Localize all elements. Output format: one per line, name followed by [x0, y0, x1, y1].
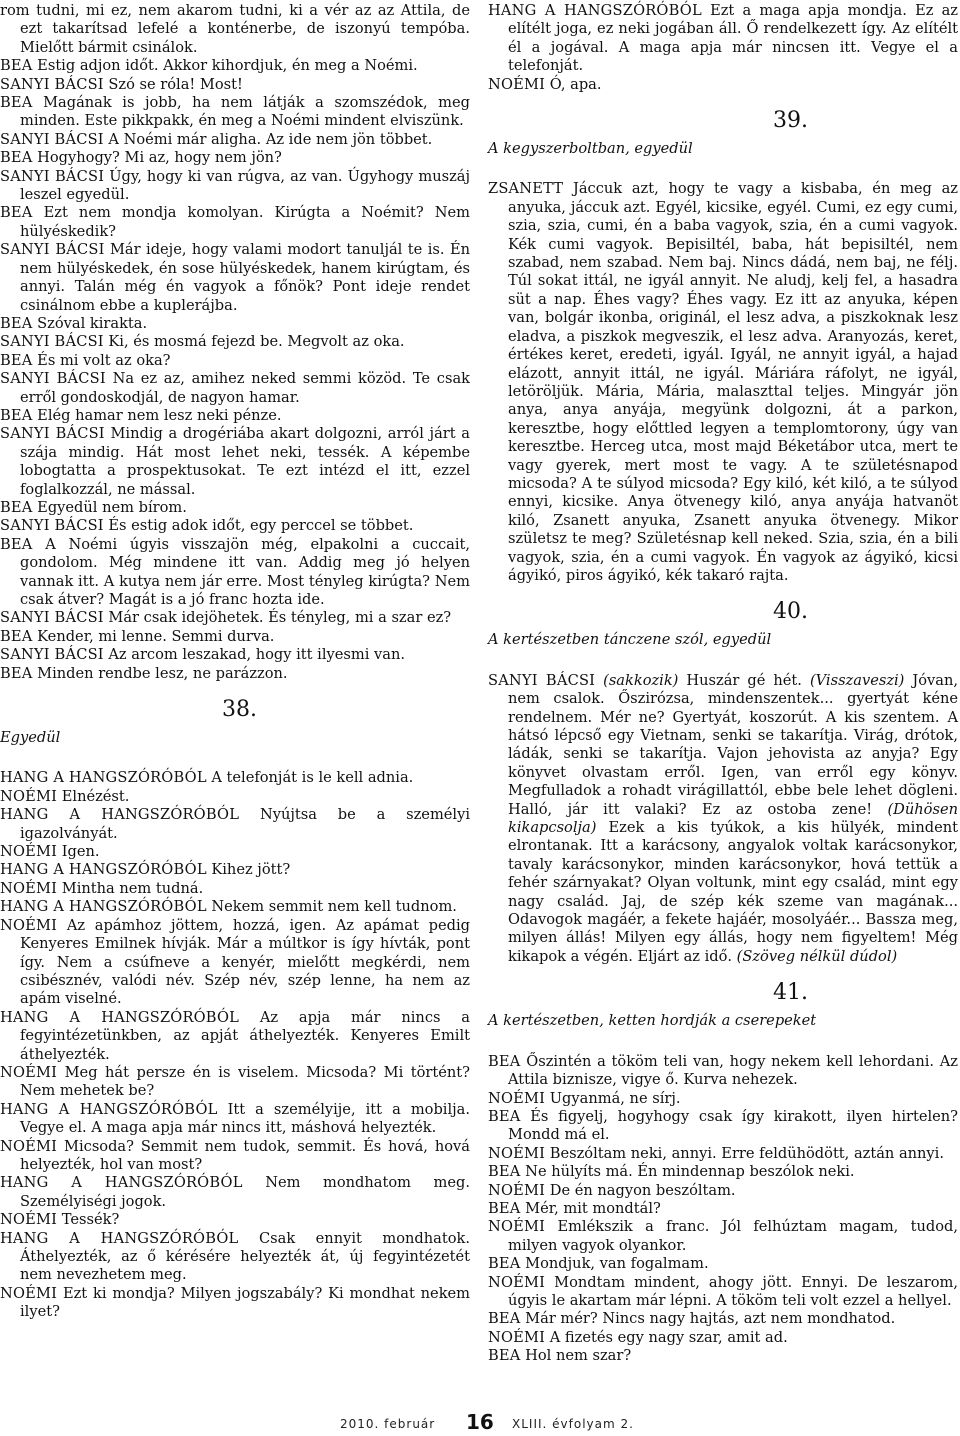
- line-text: Minden rendbe lesz, ne parázzon.: [37, 664, 288, 682]
- speaker-name: BEA: [488, 1199, 521, 1217]
- line-text: Jóvan, nem csalok. Őszirózsa, mindenszentek... gyertyát kéne rendelnem. Mér ne? Gyertyát, koszorút. A kis szentem. A hátsó lépcső egy Vietnam, senki se takarítja. Virág, drótok, ládák, senki se takarítja. Vajon jehovista az anyja? Egy könyvet olvastam erről. Igen, van erről egy könyv. Megfulladok a rohadt virágillattól, ebbe bele lehet dögleni. Halló, jár itt valaki? Ez az ostoba zene!: [508, 671, 959, 818]
- speaker-name: BEA: [488, 1107, 521, 1125]
- speaker-name: HANG A HANGSZÓRÓBÓL: [0, 898, 207, 916]
- dialogue-line: [488, 180, 958, 585]
- speaker-name: BEA: [0, 406, 33, 424]
- speaker-name: HANG A HANGSZÓRÓBÓL: [488, 2, 702, 19]
- speaker-name: BEA: [488, 1255, 521, 1273]
- line-text: Az apámhoz jöttem, hozzá, igen. Az apámat pedig Kenyeres Emilnek hívják. Már a múltkor is így hívták, pont így. Nem a csúfneve a kenyér, mielőtt megkérdi, nem csibésznév, valódi név. Szép név, szép lenne, ha nem az apám viselné.: [20, 916, 471, 1008]
- dialogue-line: [0, 1101, 470, 1138]
- speaker-name: BEA: [488, 1163, 521, 1181]
- dialogue-line: [488, 2, 958, 76]
- dialogue-line: [0, 1009, 470, 1064]
- right-column: [488, 2, 958, 1366]
- speaker-name: NOÉMI: [488, 1218, 546, 1236]
- line-text: Mintha nem tudná.: [61, 879, 204, 897]
- line-text: Ne hülyíts má. Én mindennap beszólok neki.: [525, 1163, 855, 1181]
- speaker-name: SANYI BÁCSI: [0, 241, 105, 259]
- footer-issue: XLIII. évfolyam 2.: [512, 1417, 634, 1431]
- line-text: Mér, mit mondtál?: [525, 1199, 661, 1217]
- speaker-name: BEA: [488, 1310, 521, 1328]
- dialogue-line: [0, 1174, 470, 1211]
- page-footer: [0, 1410, 960, 1434]
- scene-number: 40.: [773, 599, 808, 625]
- line-text: A telefonját is le kell adnia.: [211, 769, 414, 787]
- dialogue-line: [0, 352, 470, 370]
- dialogue-line: [0, 806, 470, 843]
- dialogue-line: [0, 880, 470, 898]
- dialogue-line: [0, 370, 470, 407]
- dialogue-line: [0, 315, 470, 333]
- dialogue-line: [0, 1064, 470, 1101]
- speaker-name: NOÉMI: [488, 1089, 546, 1107]
- dialogue-line: [488, 1182, 958, 1200]
- dialogue-line: [0, 204, 470, 241]
- speaker-name: BEA: [0, 351, 33, 369]
- speaker-name: HANG A HANGSZÓRÓBÓL: [0, 1174, 243, 1192]
- page-number: 16: [466, 1410, 494, 1434]
- dialogue-line: [0, 131, 470, 149]
- line-text: Már csak idejöhetek. És tényleg, mi a szar ez?: [108, 609, 452, 627]
- speaker-name: BEA: [0, 57, 33, 75]
- line-text: Beszóltam neki, annyi. Erre feldühödött, aztán annyi.: [549, 1144, 944, 1162]
- left-column: [0, 2, 470, 1322]
- line-text: Őszintén a tököm teli van, hogy nekem kell lehordani. Az Attila biznisze, vigye ő. Kurva nehezek.: [508, 1052, 958, 1089]
- dialogue-line: [0, 2, 470, 57]
- dialogue-line: [0, 898, 470, 916]
- stage-direction: (Szöveg nélkül dúdol): [736, 947, 898, 965]
- dialogue-line: [0, 843, 470, 861]
- line-text: Hogyhogy? Mi az, hogy nem jön?: [37, 149, 282, 167]
- line-text: Meg hát persze én is viselem. Micsoda? Mi történt? Nem mehetek be?: [20, 1063, 471, 1100]
- speaker-name: NOÉMI: [0, 1137, 58, 1155]
- dialogue-line: [0, 425, 470, 499]
- line-text: Már mér? Nincs nagy hajtás, azt nem mondhatod.: [525, 1310, 896, 1328]
- dialogue-line: [488, 1255, 958, 1273]
- speaker-name: SANYI BÁCSI: [0, 130, 104, 148]
- dialogue-line: [0, 76, 470, 94]
- dialogue-line: [0, 917, 470, 1009]
- dialogue-line: [0, 861, 470, 879]
- line-text: Kender, mi lenne. Semmi durva.: [37, 627, 275, 645]
- dialogue-line: [0, 407, 470, 425]
- speaker-name: NOÉMI: [0, 916, 58, 934]
- line-text: Igen.: [61, 843, 100, 861]
- speaker-name: SANYI BÁCSI: [0, 333, 104, 351]
- line-text: Hol nem szar?: [525, 1347, 632, 1365]
- speaker-name: BEA: [0, 204, 33, 222]
- dialogue-line: [488, 1347, 958, 1365]
- line-text: Itt a személyije, itt a mobilja. Vegye el. A maga apja már nincs itt, máshová helyezték.: [20, 1100, 471, 1137]
- line-text: Az apja már nincs a fegyintézetünkben, az apját áthelyezték. Kenyeres Emilt áthelyezték.: [20, 1008, 470, 1063]
- speaker-name: HANG A HANGSZÓRÓBÓL: [0, 861, 207, 879]
- stage-direction: (Dühösen kikapcsolja): [508, 800, 958, 837]
- line-text: Magának is jobb, ha nem látják a szomszédok, meg minden. Este pikkpakk, én meg a Noémi mindent elviszünk.: [20, 94, 470, 130]
- dialogue-line: [0, 609, 470, 627]
- speaker-name: BEA: [0, 314, 33, 332]
- speaker-name: BEA: [0, 498, 33, 516]
- dialogue-line: [488, 1200, 958, 1218]
- line-text: Ezt ki mondja? Milyen jogszabály? Ki mondhat nekem ilyet?: [20, 1284, 471, 1321]
- line-text: Már ideje, hogy valami modort tanuljál te is. Én nem hülyéskedek, én sose hülyéskedek, hanem kirúgtam, és annyi. Talán még én vagyok a főnök? Pont ideje rendet csinálnom ebbe a kuplerájba.: [20, 241, 470, 314]
- footer-date: 2010. február: [340, 1417, 436, 1431]
- dialogue-line: [0, 149, 470, 167]
- line-text: Tessék?: [61, 1211, 120, 1229]
- line-text: Ezek a kis tyúkok, a kis hülyék, mindent elrontanak. Itt a karácsony, angyalok voltak karácsonykor, tavaly karácsonykor, minden karácsonykor, hová tettük a fehér szárnyakat? Olyan voltunk, mint egy család, mint egy nagy család. Jaj, de szép kék szeme van magának... Odavogok magáér, a fekete hajáér, mosolyáér... Bassza meg, milyen állás! Milyen egy állás, hogy nem figyeltem! Még kikapok a végén. Eljárt az idő.: [508, 819, 958, 965]
- speaker-name: SANYI BÁCSI: [0, 370, 106, 388]
- line-text: Ezt nem mondja komolyan. Kirúgta a Noémit? Nem hülyéskedik?: [20, 204, 471, 240]
- line-text: Elég hamar nem lesz neki pénze.: [37, 406, 282, 424]
- speaker-name: NOÉMI: [488, 1273, 546, 1291]
- speaker-name: NOÉMI: [0, 843, 58, 861]
- speaker-name: NOÉMI: [0, 1284, 58, 1302]
- speaker-name: SANYI BÁCSI: [488, 671, 596, 689]
- speaker-name: NOÉMI: [488, 1328, 546, 1346]
- dialogue-line: [488, 1145, 958, 1163]
- line-text: És mi volt az oka?: [37, 351, 171, 369]
- speaker-name: SANYI BÁCSI: [0, 425, 105, 443]
- line-text: Mindig a drogériába akart dolgozni, arról járt a szája mindig. Hát most lehet neki, tessék. A képembe lobogtatta a prospektusokat. Te ezt intézd el itt, ezzel foglalkozzál, ne mással.: [20, 425, 471, 498]
- dialogue-line: [0, 57, 470, 75]
- speaker-name: BEA: [0, 94, 33, 112]
- line-text: Az arcom leszakad, hogy itt ilyesmi van.: [108, 646, 405, 664]
- line-text: Mondtam mindent, ahogy jött. Ennyi. De leszarom, úgyis le akartam már lépni. A tököm teli volt ezzel a hellyel.: [508, 1273, 958, 1309]
- speaker-name: NOÉMI: [488, 1181, 546, 1199]
- line-text: Úgy, hogy ki van rúgva, az van. Úgyhogy muszáj leszel egyedül.: [20, 167, 470, 204]
- line-text: Ugyanmá, ne sírj.: [549, 1089, 681, 1107]
- speaker-name: SANYI BÁCSI: [0, 517, 104, 535]
- line-text: Jáccuk azt, hogy te vagy a kisbaba, én meg az anyuka, jáccuk azt. Egyél, kicsike, egyél. Cumi, ez egy cumi, szia, szia, cumi, én a baba vagyok, szia, én a cumi vagyok. Kék cumi vagyok. Bepisiltél, baba, hát bepisiltél, nem szabad, nem szabad. Nem baj. Nincs dádá, nem baj, ne félj. Túl sokat ittál, ne igyál annyit. Ne aludj, kelj fel, a hasadra süt a nap. Éhes vagy? Éhes vagy. Ez itt az anyuka, képen van, bolgár ikonba, originál, el lesz adva, a piszkoknak lesz eladva, a piszkok megveszik, el lesz adva. Aranyozás, keret, értékes keret, eredeti, igyál. Igyál, ne annyit igyál, a hajad elázott, annyit ittál, ne igyál. Máriára ráfolyt, ne igyál, letöröljük. Mária, Mária, malaszttal teljes. Mingyár jön anya, anya anyája, megyünk dolgozni, át a parkon, keresztbe, hogy előttled legyen a templomtorony, úgy van keresztbe. Herceg utca, most majd Béketábor utca, mert te vagy gyerek, mert most te vagy. A te születésnapod micsoda? A te súlyod micsoda? Egy kiló, két kiló, a te súlyod ennyi, kicsike. Anya ötvenegy kiló, anya anyája hatvanöt kiló, Zsanett anyuka, Zsanett anyuka ötvenegy. Mikor születsz te meg? Születésnap kell neked. Szia, szia, én a bili vagyok, szia, én a cumi vagyok. Én vagyok az ágyikó, kicsi ágyikó, piros ágyikó, kék takaró rajta.: [508, 180, 958, 584]
- line-text: A Noémi már aligha. Az ide nem jön többet.: [108, 130, 433, 148]
- dialogue-line: [488, 76, 958, 94]
- dialogue-line: [0, 94, 470, 131]
- line-text: A fizetés egy nagy szar, amit ad.: [549, 1328, 788, 1346]
- dialogue-line: [488, 1053, 958, 1090]
- stage-direction: Egyedül: [0, 729, 61, 747]
- dialogue-line: [488, 1329, 958, 1347]
- line-text: Ezt a maga apja mondja. Ez az elítélt joga, ez neki jogában áll. Ő rendelkezett így. Az elítélt él a jogával. A maga apja már nincsen itt. Vegye el a telefonját.: [508, 2, 959, 75]
- dialogue-line: [488, 1163, 958, 1181]
- dialogue-line: [0, 646, 470, 664]
- speaker-name: BEA: [488, 1052, 521, 1070]
- speaker-name: BEA: [0, 664, 33, 682]
- speaker-name: SANYI BÁCSI: [0, 167, 105, 185]
- line-text: Egyedül nem bírom.: [37, 498, 187, 516]
- dialogue-line: [0, 241, 470, 315]
- dialogue-line: [0, 168, 470, 205]
- speaker-name: BEA: [488, 1347, 521, 1365]
- speaker-name: NOÉMI: [488, 1144, 546, 1162]
- line-text: Nem mondhatom meg. Személyiségi jogok.: [20, 1174, 471, 1210]
- dialogue-line: [488, 1218, 958, 1255]
- dialogue-line: [0, 788, 470, 806]
- line-text: Emlékszik a franc. Jól felhúztam magam, tudod, milyen vagyok olyankor.: [508, 1218, 959, 1254]
- dialogue-line: [488, 1108, 958, 1145]
- stage-direction: A kertészetben tánczene szól, egyedül: [488, 631, 772, 649]
- speaker-name: ZSANETT: [488, 180, 564, 198]
- line-text: És figyelj, hogyhogy csak így kirakott, ilyen hirtelen? Mondd má el.: [508, 1107, 959, 1144]
- speaker-name: SANYI BÁCSI: [0, 609, 104, 627]
- line-text: De én nagyon beszóltam.: [549, 1181, 736, 1199]
- line-text: Nekem semmit nem kell tudnom.: [211, 898, 457, 916]
- speaker-name: SANYI BÁCSI: [0, 75, 104, 93]
- line-text: Ó, apa.: [549, 75, 602, 93]
- stage-direction: (sakkozik): [603, 671, 679, 689]
- scene-number: 41.: [773, 980, 808, 1006]
- stage-direction: A kegyszerboltban, egyedül: [488, 140, 693, 158]
- line-text: Csak ennyit mondhatok. Áthelyezték, az ő kérésére helyezték át, új fegyintézetét nem nevezhetem meg.: [20, 1229, 470, 1284]
- speaker-name: HANG A HANGSZÓRÓBÓL: [0, 806, 240, 824]
- speaker-name: BEA: [0, 149, 33, 167]
- speaker-name: BEA: [0, 535, 33, 553]
- dialogue-line: [488, 1310, 958, 1328]
- dialogue-line: [0, 517, 470, 535]
- dialogue-line: [0, 499, 470, 517]
- line-text: Nyújtsa be a személyi igazolványát.: [20, 806, 470, 842]
- line-text: Mondjuk, van fogalmam.: [525, 1255, 709, 1273]
- dialogue-line: [488, 1090, 958, 1108]
- dialogue-line: [0, 628, 470, 646]
- dialogue-line: [0, 333, 470, 351]
- line-text: Estig adjon időt. Akkor kihordjuk, én meg a Noémi.: [37, 57, 418, 75]
- speaker-name: BEA: [0, 627, 33, 645]
- dialogue-line: [0, 536, 470, 610]
- stage-direction: A kertészetben, ketten hordják a cserepeket: [488, 1012, 817, 1030]
- speaker-name: NOÉMI: [0, 879, 58, 897]
- line-text: Huszár gé hét.: [686, 671, 802, 689]
- line-text: Kihez jött?: [211, 861, 291, 879]
- scene-number: 38.: [222, 697, 257, 723]
- dialogue-line: [0, 769, 470, 787]
- dialogue-line: [0, 1285, 470, 1322]
- dialogue-line: [0, 665, 470, 683]
- line-text: És estig adok időt, egy perccel se többet.: [108, 517, 414, 535]
- line-text: Szó se róla! Most!: [108, 75, 243, 93]
- line-text: Micsoda? Semmit nem tudok, semmit. És hová, hová helyezték, hol van most?: [20, 1137, 470, 1173]
- line-text: A Noémi úgyis visszajön még, elpakolni a cuccait, gondolom. Még mindene itt van. Addig meg jó helyen vannak itt. A kutya nem jár erre. Most tényleg kirúgta? Nem csak átver? Magát is a jó franc hozta ide.: [20, 535, 471, 608]
- speaker-name: NOÉMI: [488, 75, 546, 93]
- speaker-name: HANG A HANGSZÓRÓBÓL: [0, 1229, 239, 1247]
- speaker-name: HANG A HANGSZÓRÓBÓL: [0, 1100, 218, 1118]
- line-text: Elnézést.: [61, 787, 130, 805]
- speaker-name: NOÉMI: [0, 787, 58, 805]
- speaker-name: HANG A HANGSZÓRÓBÓL: [0, 769, 207, 787]
- line-text: rom tudni, mi ez, nem akarom tudni, ki a vér az az Attila, de ezt takarítsad lefelé a konténerbe, de iszonyú tempóba. Mielőtt bármit csinálok.: [0, 2, 470, 56]
- dialogue-line: [488, 1274, 958, 1311]
- speaker-name: SANYI BÁCSI: [0, 646, 104, 664]
- line-text: Na ez az, amihez neked semmi közöd. Te csak erről gondoskodjál, de nagyon hamar.: [20, 370, 470, 406]
- scene-number: 39.: [773, 108, 808, 134]
- line-text: Ki, és mosmá fejezd be. Megvolt az oka.: [108, 333, 405, 351]
- speaker-name: NOÉMI: [0, 1063, 58, 1081]
- dialogue-line: [0, 1138, 470, 1175]
- dialogue-line: [0, 1230, 470, 1285]
- speaker-name: HANG A HANGSZÓRÓBÓL: [0, 1008, 240, 1026]
- line-text: Szóval kirakta.: [37, 314, 148, 332]
- stage-direction: (Visszaveszi): [809, 671, 905, 689]
- dialogue-line: [0, 1211, 470, 1229]
- speaker-name: NOÉMI: [0, 1211, 58, 1229]
- dialogue-line: [488, 672, 958, 967]
